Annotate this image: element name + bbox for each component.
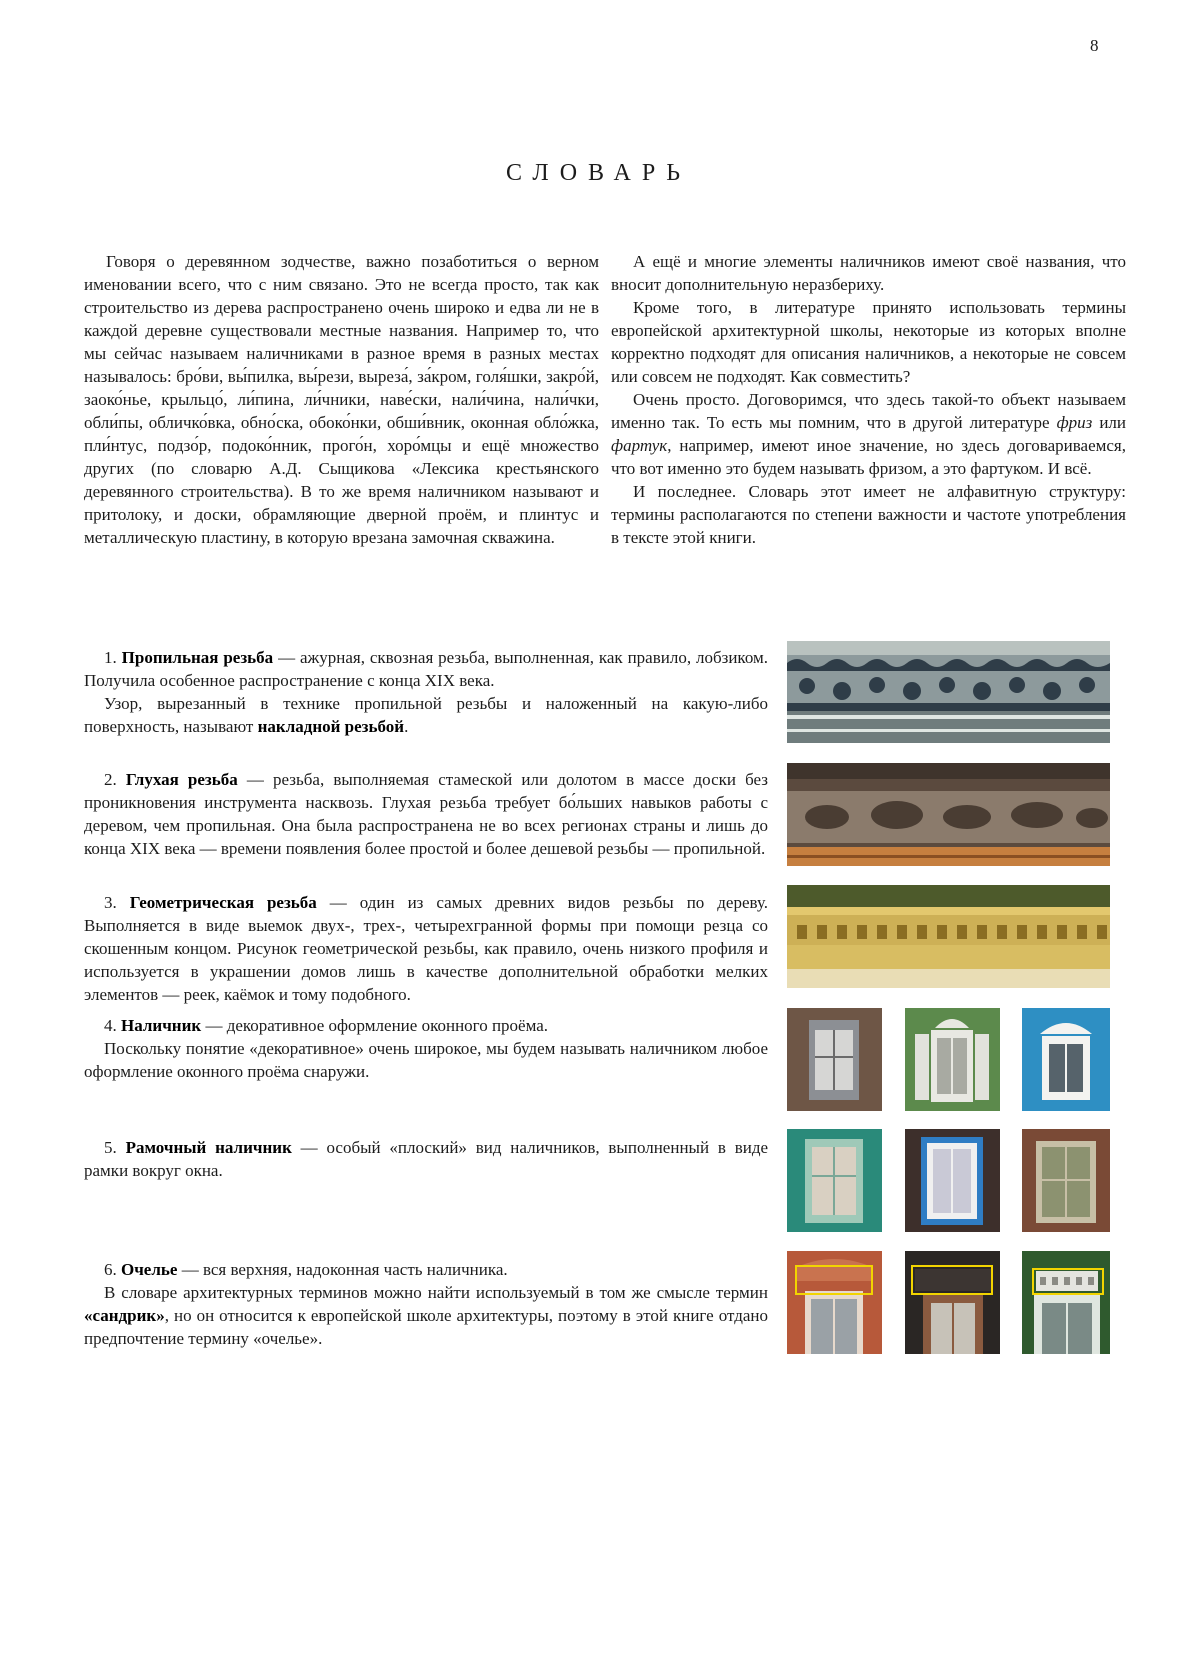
text-fragment: Узор, вырезанный в технике пропильной резьбы и наложенный на какую-либо поверхность, называют	[84, 694, 768, 736]
entry-number: 3.	[104, 893, 117, 912]
entry-text: Поскольку понятие «декоративное» очень широкое, мы будем называть наличником любое оформление оконного проёма снаружи.	[84, 1039, 768, 1081]
intro-left-column	[84, 250, 599, 549]
entry-number: 1.	[104, 648, 117, 667]
entry-term: Рамочный наличник	[125, 1138, 292, 1157]
entry-definition: — декоративное оформление оконного проёма.	[201, 1016, 549, 1035]
intro-paragraph: И последнее. Словарь этот имеет не алфавитную структуру: термины располагаются по степени важности и частоте употребления в тексте этой книги.	[611, 482, 1126, 547]
term-fartuk: фартук	[611, 436, 668, 455]
entry-definition: — особый «плоский» вид наличников, выполненный в виде рамки вокруг окна.	[84, 1138, 769, 1180]
highlight-box	[911, 1265, 993, 1295]
entry-text	[84, 1014, 768, 1037]
highlight-box	[1032, 1268, 1104, 1295]
intro-paragraph: Говоря о деревянном зодчестве, важно позаботиться о верном именовании всего, что с ним связано. Это не всегда просто, так как строительство из дерева распространено очень широко и едва ли не в каждой деревне существовали местные названия. Например то, что мы сейчас называем наличниками в разное время в разных местах называлось: бро́ви, вы́пилка, вы́рези, выреза́, за́кром, голя́шки, закро́й, заоко́нье, крыльцо́, ли́пина, ли́чники, наве́ски, нали́чина, нали́чки, обли́пы, обличко́вка, обно́ска, обоко́нки, обши́вник, оконная обло́жка, пли́нтус, подзо́р, подоко́нник, прого́н, хоро́мцы и ещё множество других (по словарю А.Д. Сыщикова «Лексика крестьянского деревянного строительства). В то же время наличником называют и притолоку, и доски, обрамляющие дверной проём, и плинтус и металлическую пластину, в которую врезана замочная скважина.	[84, 252, 599, 547]
intro-paragraph: А ещё и многие элементы наличников имеют своё названия, что вносит дополнительную неразбериху.	[611, 252, 1126, 294]
intro-right-column	[611, 250, 1126, 549]
text-fragment: Очень просто. Договоримся, что здесь такой-то объект называем именно так. То есть мы помним, что в другой литературе	[611, 390, 1126, 432]
highlight-box	[795, 1265, 873, 1295]
entry-term: «сандрик»	[84, 1306, 165, 1325]
entry-definition: — ажурная, сквозная резьба, выполненная, как правило, лобзиком. Получила особенное распространение с конца XIX века.	[84, 648, 769, 690]
photo-frame-window-teal	[787, 1129, 882, 1232]
glossary-entry-2	[84, 768, 768, 860]
entry-text	[84, 646, 768, 692]
glossary-entry-6	[84, 1258, 768, 1350]
text-fragment: , например, имеют иное значение, но здесь договариваемся, что вот именно это будем называть фризом, а это фартуком. И всё.	[611, 436, 1126, 478]
entry-term: Глухая резьба	[125, 770, 238, 789]
entry-number: 5.	[104, 1138, 117, 1157]
photo-window-frame-blue	[1022, 1008, 1110, 1111]
entry-term: Наличник	[121, 1016, 202, 1035]
entry-text	[84, 1281, 768, 1350]
intro-paragraph	[611, 388, 1126, 480]
entry-term: накладной резьбой	[257, 717, 405, 736]
entry-text	[84, 692, 768, 738]
entry-number: 2.	[104, 770, 117, 789]
glossary-entry-3	[84, 891, 768, 1006]
entry-text	[84, 1136, 768, 1182]
text-fragment: .	[404, 717, 409, 736]
photo-window-frame-green	[905, 1008, 1000, 1111]
glossary-entry-1	[84, 646, 768, 738]
entry-number: 6.	[104, 1260, 117, 1279]
entry-text	[84, 891, 768, 1006]
text-fragment: В словаре архитектурных терминов можно найти используемый в том же смысле термин	[104, 1283, 768, 1302]
entry-definition: — один из самых древних видов резьбы по дереву. Выполняется в виде выемок двух-, трех-, четырехгранной формы при помощи резца со скошенным концом. Рисунок геометрической резьбы, как правило, очень низкого профиля и используется в украшении домов лишь в качестве дополнительной обработки мелких элементов — реек, каёмок и тому подобного.	[84, 893, 768, 1004]
photo-relief-carving	[787, 763, 1110, 866]
photo-ochelye-green	[1022, 1251, 1110, 1354]
page-number: 8	[1090, 36, 1099, 55]
photo-ochelye-dark	[905, 1251, 1000, 1354]
glossary-entry-4	[84, 1014, 768, 1083]
entry-definition: — резьба, выполняемая стамеской или долотом в массе доски без проникновения инструмента насквозь. Глухая резьба требует бо́льших навыков работы с деревом, чем пропильная. Она была распространена не во всех регионах страны и лишь до конца XIX века — времени появления более простой и более дешевой резьбы — пропильной.	[84, 770, 768, 858]
entry-term: Пропильная резьба	[121, 648, 274, 667]
entry-definition: — вся верхняя, надоконная часть наличника.	[177, 1260, 508, 1279]
glossary-entry-5	[84, 1136, 768, 1182]
entry-term: Очелье	[121, 1260, 178, 1279]
text-fragment: , но он относится к европейской школе архитектуры, поэтому в этой книге отдано предпочтение термину «очелье».	[84, 1306, 768, 1348]
entry-text	[84, 1258, 768, 1281]
photo-fretwork-carving	[787, 641, 1110, 743]
photo-geometric-carving	[787, 885, 1110, 988]
photo-frame-window-blue	[905, 1129, 1000, 1232]
text-fragment: или	[1099, 413, 1126, 432]
photo-ochelye-red	[787, 1251, 882, 1354]
page-title: СЛОВАРЬ	[506, 160, 691, 186]
term-friz: фриз	[1056, 413, 1093, 432]
entry-text	[84, 768, 768, 860]
photo-frame-window-brown	[1022, 1129, 1110, 1232]
photo-window-frame-wood	[787, 1008, 882, 1111]
intro-paragraph: Кроме того, в литературе принято использовать термины европейской архитектурной школы, некоторые из которых вполне корректно подходят для описания наличников, а некоторые не совсем или совсем не подходят. Как совместить?	[611, 298, 1126, 386]
entry-number: 4.	[104, 1016, 117, 1035]
entry-term: Геометрическая резьба	[129, 893, 317, 912]
